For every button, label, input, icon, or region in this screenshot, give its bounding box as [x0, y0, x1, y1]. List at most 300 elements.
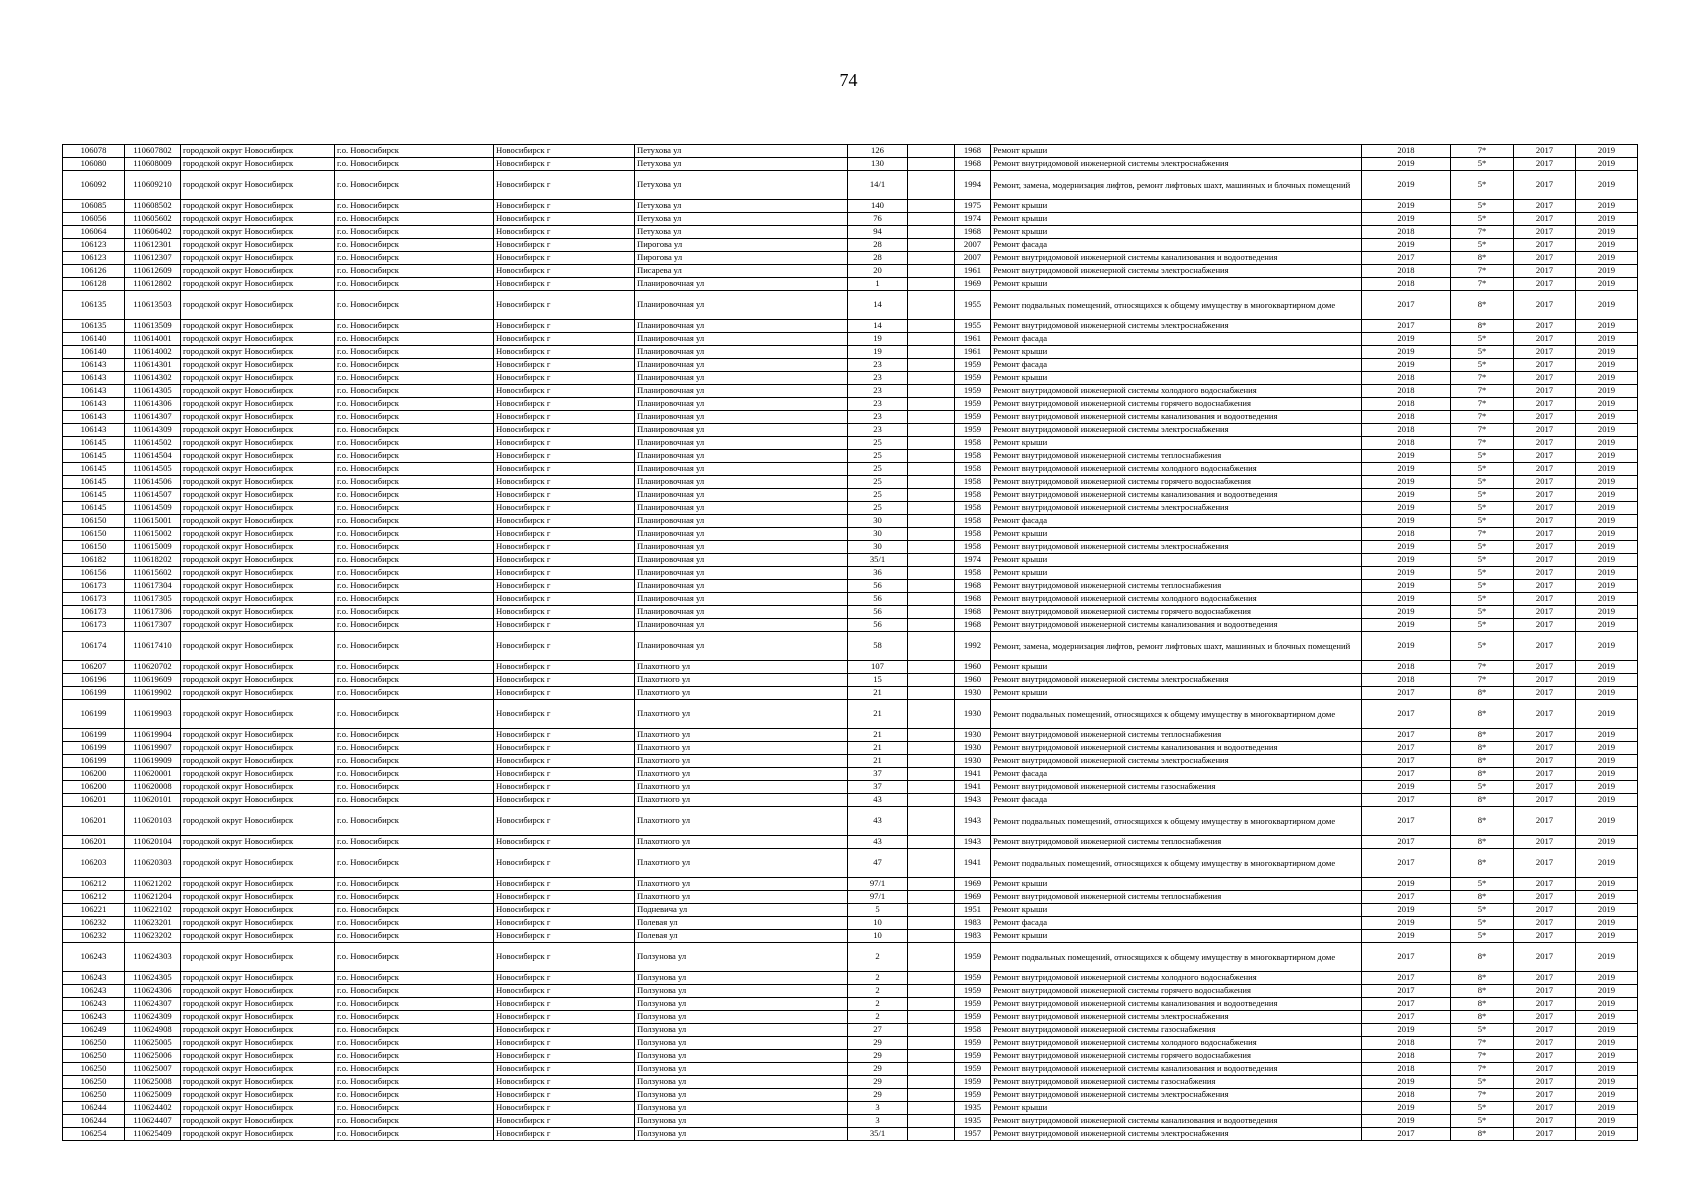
cell-house-letter: [908, 917, 955, 930]
cell-house-id: 106145: [63, 489, 125, 502]
cell-element-code: 110613503: [125, 291, 181, 320]
cell-street: Петухова ул: [635, 226, 848, 239]
cell-period-from: 2017: [1514, 972, 1576, 985]
cell-category: 8*: [1451, 1011, 1514, 1024]
table-row: [63, 158, 1638, 171]
cell-house-number: 35/1: [848, 554, 908, 567]
cell-work-type: Ремонт крыши: [991, 145, 1362, 158]
cell-house-id: 106250: [63, 1089, 125, 1102]
cell-street: Ползунова ул: [635, 1011, 848, 1024]
cell-settlement: Новосибирск г: [494, 567, 635, 580]
table-row: [63, 972, 1638, 985]
cell-plan-year: 2019: [1362, 1102, 1451, 1115]
cell-work-type: Ремонт крыши: [991, 687, 1362, 700]
cell-house-letter: [908, 385, 955, 398]
cell-build-year: 1968: [955, 226, 991, 239]
cell-settlement: Новосибирск г: [494, 742, 635, 755]
cell-category: 8*: [1451, 972, 1514, 985]
cell-street: Планировочная ул: [635, 291, 848, 320]
cell-settlement: Новосибирск г: [494, 1063, 635, 1076]
cell-period-to: 2019: [1576, 252, 1638, 265]
cell-street: Планировочная ул: [635, 333, 848, 346]
cell-plan-year: 2018: [1362, 1037, 1451, 1050]
cell-district: г.о. Новосибирск: [335, 619, 494, 632]
cell-category: 7*: [1451, 437, 1514, 450]
cell-element-code: 110617304: [125, 580, 181, 593]
cell-house-id: 106143: [63, 411, 125, 424]
cell-build-year: 1968: [955, 158, 991, 171]
cell-element-code: 110609210: [125, 171, 181, 200]
cell-period-from: 2017: [1514, 878, 1576, 891]
cell-period-from: 2017: [1514, 1102, 1576, 1115]
cell-district: г.о. Новосибирск: [335, 278, 494, 291]
cell-settlement: Новосибирск г: [494, 502, 635, 515]
cell-settlement: Новосибирск г: [494, 333, 635, 346]
cell-period-to: 2019: [1576, 398, 1638, 411]
cell-street: Планировочная ул: [635, 489, 848, 502]
cell-work-type: Ремонт крыши: [991, 346, 1362, 359]
cell-settlement: Новосибирск г: [494, 265, 635, 278]
cell-house-number: 2: [848, 985, 908, 998]
cell-district: г.о. Новосибирск: [335, 437, 494, 450]
table-row: [63, 742, 1638, 755]
cell-work-type: Ремонт внутридомовой инженерной системы горячего водоснабжения: [991, 476, 1362, 489]
cell-plan-year: 2017: [1362, 794, 1451, 807]
cell-municipality: городской округ Новосибирск: [181, 593, 335, 606]
cell-period-to: 2019: [1576, 729, 1638, 742]
cell-settlement: Новосибирск г: [494, 1102, 635, 1115]
cell-municipality: городской округ Новосибирск: [181, 700, 335, 729]
cell-settlement: Новосибирск г: [494, 580, 635, 593]
cell-street: Планировочная ул: [635, 515, 848, 528]
cell-district: г.о. Новосибирск: [335, 904, 494, 917]
cell-house-number: 25: [848, 437, 908, 450]
cell-house-letter: [908, 1076, 955, 1089]
cell-house-letter: [908, 580, 955, 593]
cell-period-to: 2019: [1576, 226, 1638, 239]
cell-settlement: Новосибирск г: [494, 515, 635, 528]
cell-element-code: 110614509: [125, 502, 181, 515]
table-row: [63, 1115, 1638, 1128]
cell-build-year: 1943: [955, 836, 991, 849]
cell-period-to: 2019: [1576, 1050, 1638, 1063]
cell-street: Плахотного ул: [635, 768, 848, 781]
cell-house-letter: [908, 674, 955, 687]
cell-settlement: Новосибирск г: [494, 1115, 635, 1128]
cell-plan-year: 2017: [1362, 742, 1451, 755]
cell-house-number: 21: [848, 700, 908, 729]
cell-house-letter: [908, 502, 955, 515]
cell-house-letter: [908, 985, 955, 998]
cell-plan-year: 2019: [1362, 359, 1451, 372]
cell-period-to: 2019: [1576, 541, 1638, 554]
cell-work-type: Ремонт внутридомовой инженерной системы электроснабжения: [991, 755, 1362, 768]
cell-municipality: городской округ Новосибирск: [181, 674, 335, 687]
cell-house-letter: [908, 729, 955, 742]
cell-house-number: 76: [848, 213, 908, 226]
cell-settlement: Новосибирск г: [494, 687, 635, 700]
cell-build-year: 1958: [955, 450, 991, 463]
cell-street: Ползунова ул: [635, 1089, 848, 1102]
cell-work-type: Ремонт внутридомовой инженерной системы электроснабжения: [991, 1128, 1362, 1141]
cell-municipality: городской округ Новосибирск: [181, 891, 335, 904]
cell-element-code: 110612301: [125, 239, 181, 252]
cell-district: г.о. Новосибирск: [335, 674, 494, 687]
cell-work-type: Ремонт внутридомовой инженерной системы электроснабжения: [991, 158, 1362, 171]
cell-build-year: 1992: [955, 632, 991, 661]
table-row: [63, 554, 1638, 567]
cell-municipality: городской округ Новосибирск: [181, 849, 335, 878]
cell-house-number: 56: [848, 606, 908, 619]
cell-house-number: 2: [848, 972, 908, 985]
table-row: [63, 346, 1638, 359]
cell-period-from: 2017: [1514, 619, 1576, 632]
cell-house-id: 106196: [63, 674, 125, 687]
cell-district: г.о. Новосибирск: [335, 794, 494, 807]
cell-plan-year: 2018: [1362, 226, 1451, 239]
cell-build-year: 1968: [955, 593, 991, 606]
cell-street: Планировочная ул: [635, 593, 848, 606]
cell-period-from: 2017: [1514, 781, 1576, 794]
cell-house-number: 35/1: [848, 1128, 908, 1141]
table-row: [63, 252, 1638, 265]
cell-municipality: городской округ Новосибирск: [181, 580, 335, 593]
table-row: [63, 1011, 1638, 1024]
cell-category: 5*: [1451, 333, 1514, 346]
cell-period-from: 2017: [1514, 687, 1576, 700]
cell-house-id: 106143: [63, 398, 125, 411]
cell-element-code: 110619909: [125, 755, 181, 768]
cell-house-number: 30: [848, 515, 908, 528]
cell-house-id: 106200: [63, 768, 125, 781]
cell-district: г.о. Новосибирск: [335, 200, 494, 213]
cell-period-to: 2019: [1576, 278, 1638, 291]
table-row: [63, 515, 1638, 528]
cell-element-code: 110614505: [125, 463, 181, 476]
cell-street: Плахотного ул: [635, 781, 848, 794]
cell-period-to: 2019: [1576, 742, 1638, 755]
cell-street: Ползунова ул: [635, 972, 848, 985]
cell-settlement: Новосибирск г: [494, 729, 635, 742]
cell-street: Планировочная ул: [635, 567, 848, 580]
cell-house-id: 106243: [63, 972, 125, 985]
cell-build-year: 1941: [955, 768, 991, 781]
cell-house-number: 3: [848, 1102, 908, 1115]
cell-work-type: Ремонт подвальных помещений, относящихся к общему имуществу в многоквартирном доме: [991, 849, 1362, 878]
cell-category: 7*: [1451, 398, 1514, 411]
cell-settlement: Новосибирск г: [494, 781, 635, 794]
cell-municipality: городской округ Новосибирск: [181, 930, 335, 943]
cell-period-from: 2017: [1514, 998, 1576, 1011]
cell-house-letter: [908, 742, 955, 755]
cell-house-id: 106243: [63, 1011, 125, 1024]
cell-house-number: 23: [848, 385, 908, 398]
cell-period-from: 2017: [1514, 291, 1576, 320]
cell-work-type: Ремонт внутридомовой инженерной системы канализования и водоотведения: [991, 998, 1362, 1011]
cell-house-id: 106150: [63, 541, 125, 554]
cell-category: 7*: [1451, 1037, 1514, 1050]
cell-house-letter: [908, 515, 955, 528]
cell-house-letter: [908, 904, 955, 917]
cell-house-number: 29: [848, 1089, 908, 1102]
cell-district: г.о. Новосибирск: [335, 158, 494, 171]
cell-period-from: 2017: [1514, 424, 1576, 437]
cell-plan-year: 2017: [1362, 1128, 1451, 1141]
cell-district: г.о. Новосибирск: [335, 291, 494, 320]
cell-work-type: Ремонт внутридомовой инженерной системы канализования и водоотведения: [991, 742, 1362, 755]
cell-build-year: 1958: [955, 463, 991, 476]
cell-house-letter: [908, 687, 955, 700]
cell-plan-year: 2019: [1362, 917, 1451, 930]
cell-work-type: Ремонт крыши: [991, 437, 1362, 450]
cell-element-code: 110606402: [125, 226, 181, 239]
cell-municipality: городской округ Новосибирск: [181, 943, 335, 972]
cell-district: г.о. Новосибирск: [335, 213, 494, 226]
cell-plan-year: 2019: [1362, 632, 1451, 661]
cell-work-type: Ремонт внутридомовой инженерной системы холодного водоснабжения: [991, 1037, 1362, 1050]
cell-period-from: 2017: [1514, 807, 1576, 836]
cell-municipality: городской округ Новосибирск: [181, 972, 335, 985]
cell-category: 5*: [1451, 1102, 1514, 1115]
cell-build-year: 1958: [955, 541, 991, 554]
cell-period-to: 2019: [1576, 849, 1638, 878]
table-row: [63, 424, 1638, 437]
cell-house-id: 106203: [63, 849, 125, 878]
cell-build-year: 1930: [955, 687, 991, 700]
cell-work-type: Ремонт крыши: [991, 930, 1362, 943]
cell-build-year: 1959: [955, 398, 991, 411]
cell-category: 7*: [1451, 528, 1514, 541]
cell-house-number: 3: [848, 1115, 908, 1128]
table-row: [63, 632, 1638, 661]
cell-category: 5*: [1451, 878, 1514, 891]
cell-house-letter: [908, 171, 955, 200]
cell-period-to: 2019: [1576, 554, 1638, 567]
cell-settlement: Новосибирск г: [494, 972, 635, 985]
cell-house-letter: [908, 794, 955, 807]
cell-house-id: 106143: [63, 424, 125, 437]
cell-build-year: 1983: [955, 930, 991, 943]
cell-category: 5*: [1451, 502, 1514, 515]
cell-house-id: 106243: [63, 998, 125, 1011]
cell-element-code: 110625409: [125, 1128, 181, 1141]
cell-category: 5*: [1451, 450, 1514, 463]
cell-street: Полевая ул: [635, 930, 848, 943]
table-row: [63, 398, 1638, 411]
cell-work-type: Ремонт крыши: [991, 554, 1362, 567]
cell-settlement: Новосибирск г: [494, 476, 635, 489]
cell-element-code: 110614506: [125, 476, 181, 489]
cell-build-year: 1968: [955, 606, 991, 619]
cell-work-type: Ремонт внутридомовой инженерной системы электроснабжения: [991, 1011, 1362, 1024]
cell-house-id: 106243: [63, 985, 125, 998]
cell-period-from: 2017: [1514, 1011, 1576, 1024]
cell-municipality: городской округ Новосибирск: [181, 917, 335, 930]
cell-build-year: 1958: [955, 1024, 991, 1037]
cell-element-code: 110617305: [125, 593, 181, 606]
cell-house-id: 106207: [63, 661, 125, 674]
cell-build-year: 1959: [955, 1011, 991, 1024]
cell-house-id: 106232: [63, 930, 125, 943]
cell-municipality: городской округ Новосибирск: [181, 320, 335, 333]
cell-work-type: Ремонт внутридомовой инженерной системы электроснабжения: [991, 502, 1362, 515]
cell-house-number: 23: [848, 411, 908, 424]
cell-district: г.о. Новосибирск: [335, 687, 494, 700]
cell-category: 5*: [1451, 781, 1514, 794]
cell-street: Ползунова ул: [635, 1128, 848, 1141]
cell-element-code: 110624303: [125, 943, 181, 972]
table-row: [63, 687, 1638, 700]
cell-period-to: 2019: [1576, 411, 1638, 424]
cell-category: 8*: [1451, 768, 1514, 781]
table-row: [63, 411, 1638, 424]
cell-period-from: 2017: [1514, 541, 1576, 554]
cell-plan-year: 2019: [1362, 158, 1451, 171]
cell-element-code: 110624306: [125, 985, 181, 998]
cell-build-year: 1930: [955, 755, 991, 768]
cell-work-type: Ремонт крыши: [991, 213, 1362, 226]
cell-period-from: 2017: [1514, 836, 1576, 849]
table-row: [63, 619, 1638, 632]
cell-district: г.о. Новосибирск: [335, 930, 494, 943]
cell-house-id: 106200: [63, 781, 125, 794]
cell-period-from: 2017: [1514, 528, 1576, 541]
cell-period-from: 2017: [1514, 1089, 1576, 1102]
cell-district: г.о. Новосибирск: [335, 593, 494, 606]
cell-house-number: 21: [848, 755, 908, 768]
cell-category: 5*: [1451, 359, 1514, 372]
cell-plan-year: 2019: [1362, 515, 1451, 528]
cell-street: Плахотного ул: [635, 794, 848, 807]
cell-plan-year: 2019: [1362, 878, 1451, 891]
cell-house-id: 106182: [63, 554, 125, 567]
cell-house-number: 29: [848, 1063, 908, 1076]
cell-work-type: Ремонт фасада: [991, 333, 1362, 346]
table-row: [63, 1076, 1638, 1089]
cell-house-letter: [908, 878, 955, 891]
cell-house-number: 23: [848, 359, 908, 372]
cell-street: Полевая ул: [635, 917, 848, 930]
cell-house-id: 106201: [63, 836, 125, 849]
cell-house-letter: [908, 619, 955, 632]
cell-settlement: Новосибирск г: [494, 794, 635, 807]
cell-plan-year: 2017: [1362, 1011, 1451, 1024]
cell-element-code: 110619907: [125, 742, 181, 755]
table-row: [63, 265, 1638, 278]
cell-house-letter: [908, 411, 955, 424]
cell-house-id: 106123: [63, 252, 125, 265]
cell-work-type: Ремонт крыши: [991, 904, 1362, 917]
cell-house-letter: [908, 528, 955, 541]
cell-work-type: Ремонт фасада: [991, 359, 1362, 372]
cell-category: 8*: [1451, 252, 1514, 265]
table-row: [63, 1063, 1638, 1076]
cell-street: Планировочная ул: [635, 398, 848, 411]
cell-plan-year: 2017: [1362, 807, 1451, 836]
cell-build-year: 1994: [955, 171, 991, 200]
cell-element-code: 110620303: [125, 849, 181, 878]
cell-house-number: 28: [848, 252, 908, 265]
cell-municipality: городской округ Новосибирск: [181, 450, 335, 463]
cell-category: 8*: [1451, 985, 1514, 998]
cell-period-from: 2017: [1514, 398, 1576, 411]
cell-period-from: 2017: [1514, 742, 1576, 755]
cell-period-from: 2017: [1514, 489, 1576, 502]
cell-settlement: Новосибирск г: [494, 1076, 635, 1089]
cell-period-to: 2019: [1576, 593, 1638, 606]
cell-district: г.о. Новосибирск: [335, 528, 494, 541]
cell-municipality: городской округ Новосибирск: [181, 278, 335, 291]
table-row: [63, 145, 1638, 158]
cell-build-year: 1961: [955, 333, 991, 346]
cell-build-year: 1961: [955, 265, 991, 278]
cell-period-from: 2017: [1514, 1024, 1576, 1037]
cell-element-code: 110617306: [125, 606, 181, 619]
cell-period-to: 2019: [1576, 1115, 1638, 1128]
cell-house-number: 56: [848, 593, 908, 606]
cell-build-year: 1958: [955, 502, 991, 515]
cell-work-type: Ремонт внутридомовой инженерной системы электроснабжения: [991, 320, 1362, 333]
cell-work-type: Ремонт внутридомовой инженерной системы холодного водоснабжения: [991, 385, 1362, 398]
cell-plan-year: 2017: [1362, 700, 1451, 729]
table-row: [63, 781, 1638, 794]
cell-category: 5*: [1451, 239, 1514, 252]
cell-period-from: 2017: [1514, 674, 1576, 687]
cell-category: 8*: [1451, 794, 1514, 807]
cell-house-number: 14/1: [848, 171, 908, 200]
cell-plan-year: 2019: [1362, 200, 1451, 213]
cell-period-from: 2017: [1514, 476, 1576, 489]
cell-municipality: городской округ Новосибирск: [181, 463, 335, 476]
cell-element-code: 110619904: [125, 729, 181, 742]
cell-street: Планировочная ул: [635, 580, 848, 593]
cell-period-to: 2019: [1576, 768, 1638, 781]
cell-build-year: 1955: [955, 320, 991, 333]
cell-plan-year: 2018: [1362, 528, 1451, 541]
cell-work-type: Ремонт внутридомовой инженерной системы холодного водоснабжения: [991, 593, 1362, 606]
cell-house-id: 106173: [63, 619, 125, 632]
cell-district: г.о. Новосибирск: [335, 1089, 494, 1102]
cell-house-id: 106249: [63, 1024, 125, 1037]
cell-period-to: 2019: [1576, 1076, 1638, 1089]
cell-house-letter: [908, 768, 955, 781]
cell-street: Ползунова ул: [635, 1115, 848, 1128]
cell-street: Ползунова ул: [635, 1037, 848, 1050]
cell-settlement: Новосибирск г: [494, 226, 635, 239]
cell-house-letter: [908, 1024, 955, 1037]
cell-element-code: 110620008: [125, 781, 181, 794]
cell-category: 7*: [1451, 1089, 1514, 1102]
cell-period-to: 2019: [1576, 606, 1638, 619]
cell-municipality: городской округ Новосибирск: [181, 385, 335, 398]
cell-street: Планировочная ул: [635, 528, 848, 541]
cell-period-from: 2017: [1514, 226, 1576, 239]
cell-street: Ползунова ул: [635, 1024, 848, 1037]
cell-district: г.о. Новосибирск: [335, 700, 494, 729]
cell-district: г.о. Новосибирск: [335, 606, 494, 619]
cell-house-id: 106064: [63, 226, 125, 239]
cell-period-to: 2019: [1576, 619, 1638, 632]
cell-settlement: Новосибирск г: [494, 1050, 635, 1063]
cell-house-id: 106085: [63, 200, 125, 213]
cell-house-letter: [908, 930, 955, 943]
cell-category: 5*: [1451, 346, 1514, 359]
cell-street: Планировочная ул: [635, 385, 848, 398]
cell-element-code: 110625006: [125, 1050, 181, 1063]
cell-period-from: 2017: [1514, 320, 1576, 333]
cell-municipality: городской округ Новосибирск: [181, 528, 335, 541]
cell-house-number: 130: [848, 158, 908, 171]
